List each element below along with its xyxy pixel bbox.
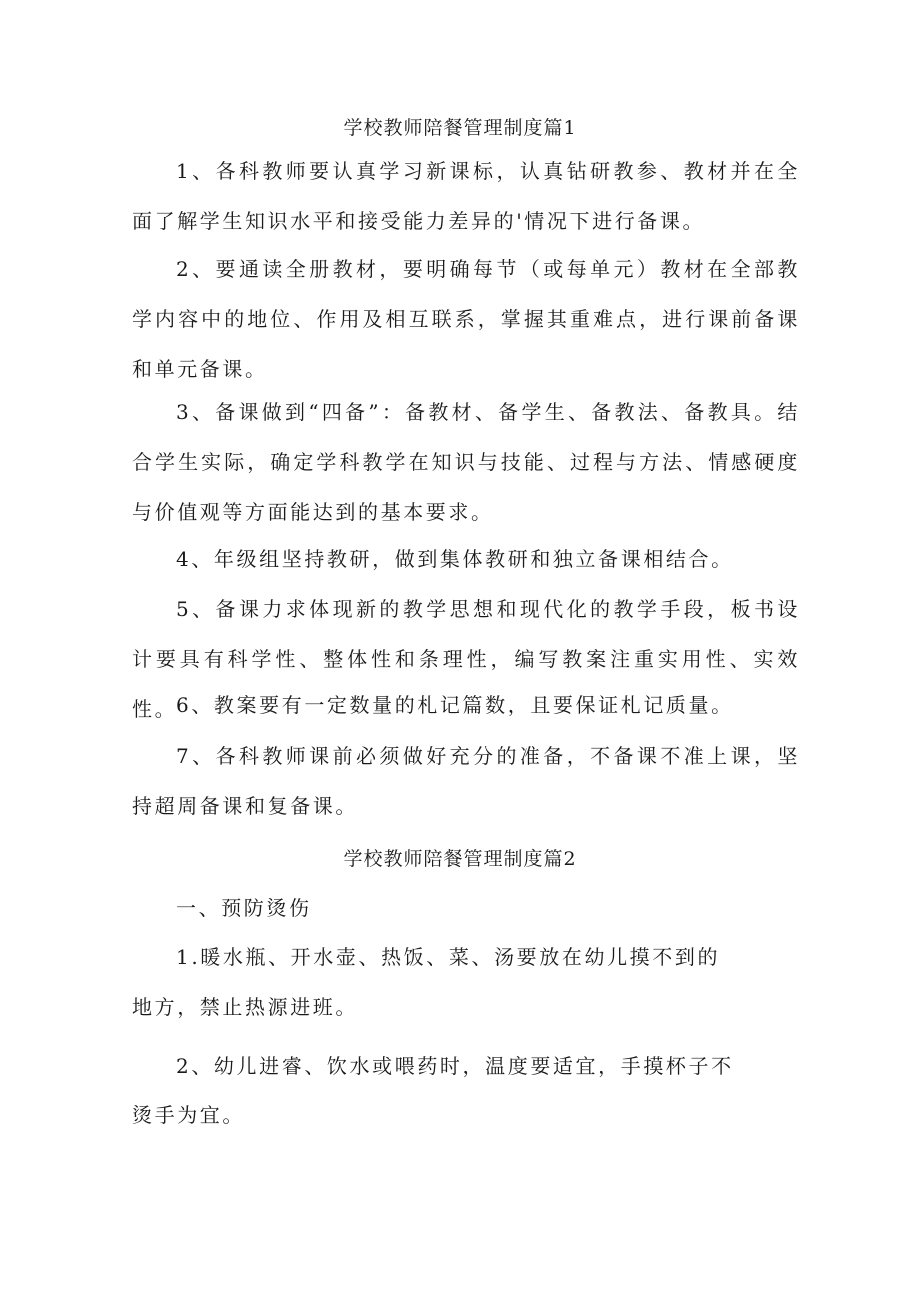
item-2-line-2: 烫手为宜。 (132, 1103, 245, 1127)
item-1-line-1: 1.暖水瓶、开水壶、热饭、菜、汤要放在幼儿摸不到的 (176, 945, 721, 969)
item-2-line-1: 2、幼儿进睿、饮水或喂药时，温度要适宜，手摸杯子不 (176, 1054, 734, 1078)
section-1-paragraph-6: 6、教案要有一定数量的札记篇数，且要保证札记质量。 (176, 693, 734, 717)
section-2-heading: 一、预防烫伤 (176, 896, 312, 920)
section-1-title: 学校教师陪餐管理制度篇1 (343, 117, 577, 139)
section-1-paragraph-2: 2、要通读全册教材，要明确每节（或每单元）教材在全部教学内容中的地位、作用及相互联系，掌握其重难点，进行课前备课和单元备课。 (132, 257, 800, 381)
section-1-paragraph-3: 3、备课做到“四备”：备教材、备学生、备教法、备教具。结合学生实际，确定学科教学在知识与技能、过程与方法、情感硬度与价值观等方面能达到的基本要求。 (132, 400, 800, 524)
item-1-line-2: 地方，禁止热源进班。 (132, 995, 358, 1019)
section-1-paragraph-4: 4、年级组坚持教研，做到集体教研和独立备课相结合。 (176, 547, 734, 571)
section-1-paragraph-1: 1、各科教师要认真学习新课标，认真钻研教参、教材并在全面了解学生知识水平和接受能力差异的'情况下进行备课。 (132, 159, 800, 233)
section-2-title: 学校教师陪餐管理制度篇2 (343, 848, 577, 870)
section-1-paragraph-5: 5、备课力求体现新的教学思想和现代化的教学手段，板书设计要具有科学性、整体性和条理性，编写教案注重实用性、实效性。 (132, 597, 800, 721)
section-1-paragraph-7: 7、各科教师课前必须做好充分的准备，不备课不准上课，坚持超周备课和复备课。 (132, 744, 800, 818)
